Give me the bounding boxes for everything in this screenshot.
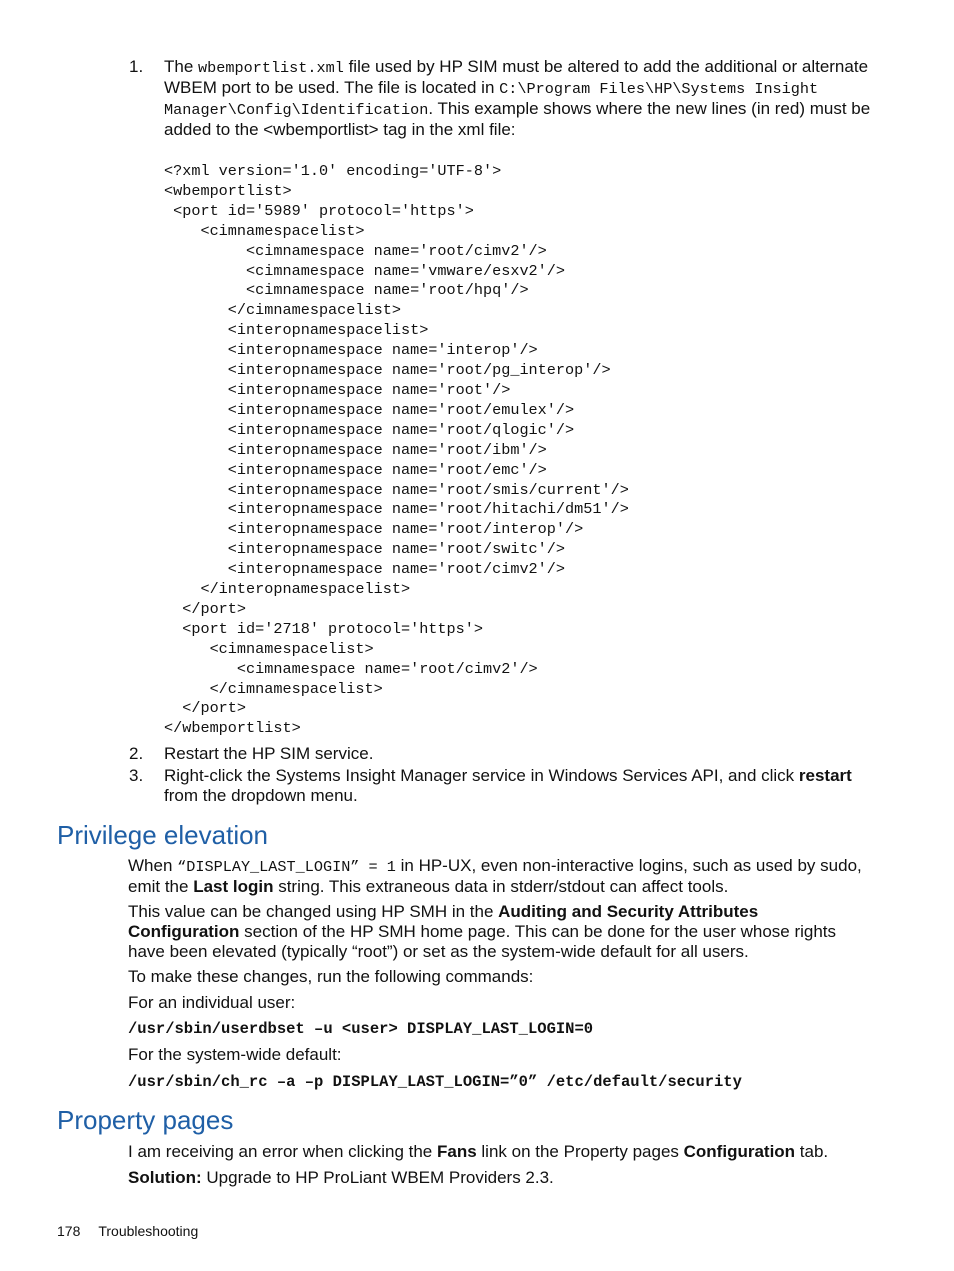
step-1-text-b: file used by HP SIM must be altered to add the additional or alternate WBEM port to be used. The file is located in — [164, 57, 869, 97]
code-line: </wbemportlist> — [164, 719, 301, 738]
page-footer — [57, 1222, 198, 1240]
privilege-elevation-heading: Privilege elevation — [57, 820, 269, 850]
code-line: <interopnamespace name='root/interop'/> — [164, 520, 584, 539]
code-line: <interopnamespace name='root/smis/current'/> — [164, 480, 629, 499]
userdbset-command: /usr/sbin/userdbset –u <user> DISPLAY_LAST_LOGIN=0 — [128, 1020, 594, 1038]
code-line: </port> — [164, 599, 247, 618]
code-line: <interopnamespace name='root/switc'/> — [164, 540, 566, 559]
privilege-p1-c: string. This extraneous data in stderr/stdout can affect tools. — [273, 877, 729, 896]
privilege-p1-a: When — [128, 856, 178, 875]
step-1-number: 1. — [129, 57, 144, 76]
code-line: <interopnamespace name='root/cimv2'/> — [164, 560, 566, 579]
code-line: </port> — [164, 699, 247, 718]
solution-label: Solution: — [128, 1168, 202, 1187]
step-3-text-a: Right-click the Systems Insight Manager service in Windows Services API, and click — [164, 766, 799, 785]
code-line: <interopnamespace name='root/pg_interop'/> — [164, 361, 611, 380]
step-2-number: 2. — [129, 744, 144, 763]
code-line: </cimnamespacelist> — [164, 301, 401, 320]
code-line: <interopnamespace name='interop'/> — [164, 341, 538, 360]
property-pages-heading: Property pages — [57, 1105, 234, 1135]
privilege-p2-b: section of the HP SMH home page. This can be done for the user whose rights have been elevated (typically “root”) or set as the system-wide default for all users. — [128, 922, 837, 961]
code-line: <interopnamespace name='root'/> — [164, 380, 511, 399]
property-p1-b: link on the Property pages — [476, 1142, 684, 1161]
step-2-text: Restart the HP SIM service. — [164, 744, 374, 763]
ch-rc-command: /usr/sbin/ch_rc –a –p DISPLAY_LAST_LOGIN=”0” /etc/default/security — [128, 1073, 742, 1091]
configuration-label: Configuration — [683, 1142, 796, 1161]
property-p1-a: I am receiving an error when clicking the — [128, 1142, 437, 1161]
solution-text: Upgrade to HP ProLiant WBEM Providers 2.3. — [201, 1168, 554, 1187]
property-paragraph-1 — [128, 1142, 873, 1162]
code-line: <cimnamespace name='root/cimv2'/> — [164, 241, 547, 260]
code-line: <cimnamespace name='root/hpq'/> — [164, 281, 529, 300]
privilege-p2-a: This value can be changed using HP SMH in the — [128, 902, 499, 921]
file-name: wbemportlist.xml — [198, 59, 344, 77]
code-line: <cimnamespacelist> — [164, 639, 374, 658]
fans-label: Fans — [436, 1142, 477, 1161]
code-line: </interopnamespacelist> — [164, 580, 411, 599]
step-1-text — [164, 57, 876, 140]
page-number: 178 — [57, 1223, 81, 1239]
step-3-number: 3. — [129, 766, 144, 785]
code-line: <port id='2718' protocol='https'> — [164, 619, 483, 638]
step-3-text-b: from the dropdown menu. — [164, 786, 358, 805]
footer-section: Troubleshooting — [98, 1223, 199, 1239]
privilege-paragraph-3: To make these changes, run the following commands: — [128, 967, 534, 986]
privilege-paragraph-1 — [128, 856, 873, 897]
code-line: <interopnamespace name='root/hitachi/dm51'/> — [164, 500, 629, 519]
restart-label: restart — [798, 766, 852, 785]
code-line: <port id='5989' protocol='https'> — [164, 201, 474, 220]
display-last-login-code: “DISPLAY_LAST_LOGIN” = 1 — [177, 858, 396, 876]
property-p1-c: tab. — [795, 1142, 829, 1161]
last-login-label: Last login — [193, 877, 274, 896]
privilege-paragraph-2 — [128, 902, 873, 962]
file-path: C:\Program Files\HP\Systems Insight Manager\Config\Identification — [164, 80, 819, 119]
code-line: <cimnamespace name='root/cimv2'/> — [164, 659, 538, 678]
code-line: <interopnamespace name='root/qlogic'/> — [164, 420, 575, 439]
step-3-text — [164, 766, 876, 806]
individual-user-label: For an individual user: — [128, 993, 296, 1012]
code-line: </cimnamespacelist> — [164, 679, 383, 698]
privilege-p1-b: in HP-UX, even non-interactive logins, such as used by sudo, emit the — [128, 856, 862, 896]
solution-paragraph — [128, 1168, 873, 1188]
code-line: <?xml version='1.0' encoding='UTF-8'> — [164, 162, 502, 180]
code-line: <interopnamespace name='root/emc'/> — [164, 460, 547, 479]
code-line: <cimnamespacelist> — [164, 221, 365, 240]
code-line: <interopnamespacelist> — [164, 321, 429, 340]
xml-code-block — [164, 162, 629, 739]
step-1-text-c: . This example shows where the new lines (in red) must be added to the <wbemportlist> tag in the xml file: — [164, 99, 871, 139]
code-line: <wbemportlist> — [164, 181, 292, 200]
step-1-text-a: The — [164, 57, 199, 76]
code-line: <cimnamespace name='vmware/esxv2'/> — [164, 261, 566, 280]
auditing-config-label: Auditing and Security Attributes Configuration — [128, 902, 759, 941]
system-wide-label: For the system-wide default: — [128, 1045, 342, 1064]
code-line: <interopnamespace name='root/ibm'/> — [164, 440, 547, 459]
code-line: <interopnamespace name='root/emulex'/> — [164, 400, 575, 419]
